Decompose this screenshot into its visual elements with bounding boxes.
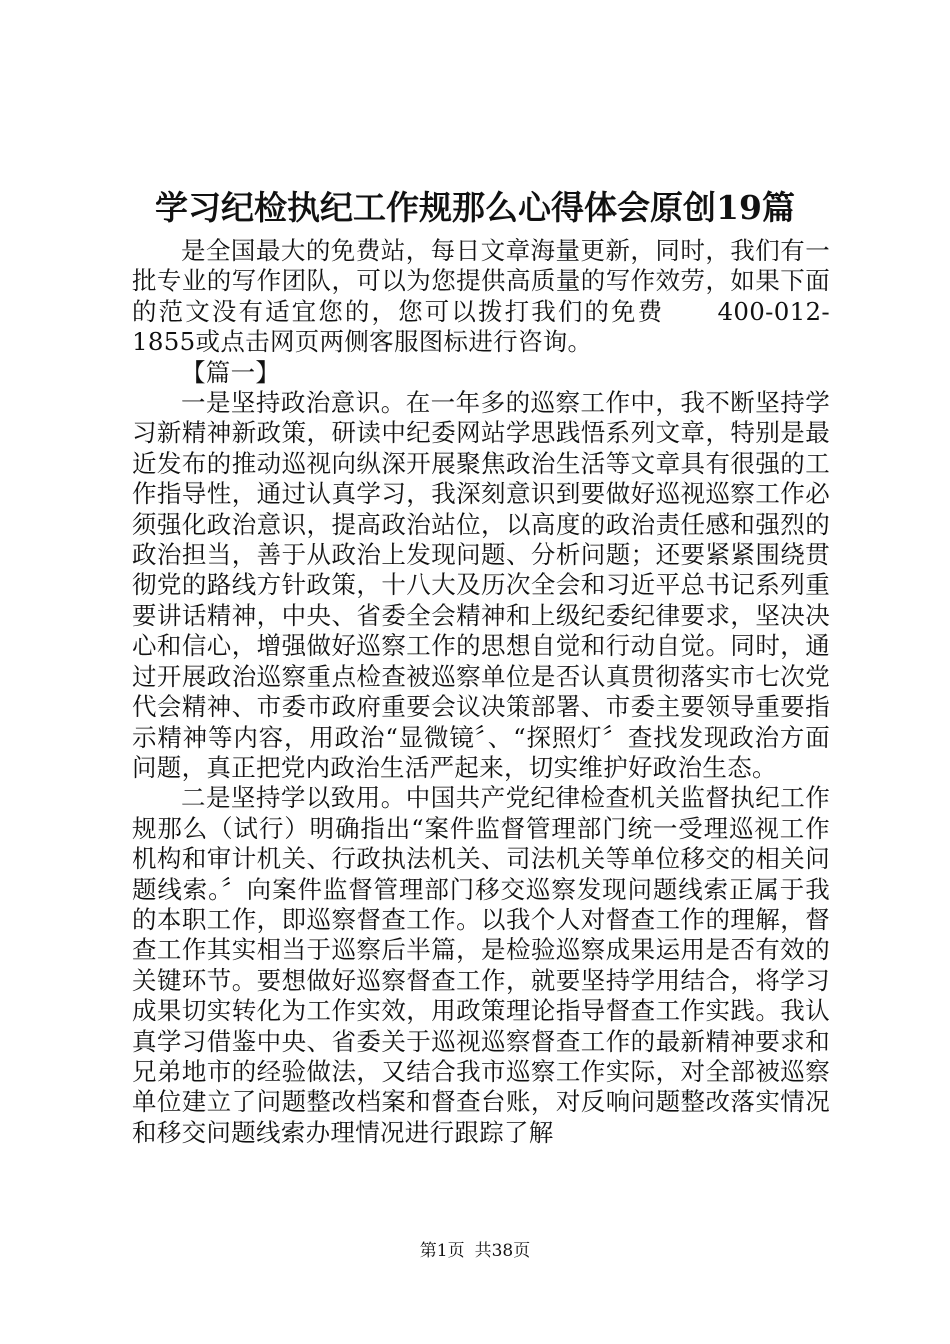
intro-paragraph: 是全国最大的免费站，每日文章海量更新，同时，我们有一批专业的写作团队，可以为您提供高质量的写作效劳，如果下面的范文没有适宜您的，您可以拨打我们的免费 400-012-1855或点击网页两侧客服图标进行咨询。 <box>132 236 830 357</box>
document-title: 学习纪检执纪工作规那么心得体会原创19篇 <box>155 188 795 227</box>
body-paragraph: 一是坚持政治意识。在一年多的巡察工作中，我不断坚持学习新精神新政策，研读中纪委网站学思践悟系列文章，特别是最近发布的推动巡视向纵深开展聚焦政治生活等文章具有很强的工作指导性，通过认真学习，我深刻意识到要做好巡视巡察工作必须强化政治意识，提高政治站位，以高度的政治责任感和强烈的政治担当，善于从政治上发现问题、分析问题；还要紧紧围绕贯彻党的路线方针政策，十八大及历次全会和习近平总书记系列重要讲话精神，中央、省委全会精神和上级纪委纪律要求，坚决决心和信心，增强做好巡察工作的思想自觉和行动自觉。同时，通过开展政治巡察重点检查被巡察单位是否认真贯彻落实市七次党代会精神、市委市政府重要会议决策部署、市委主要领导重要指示精神等内容，用政治“显微镜〞、“探照灯〞查找发现政治方面问题，真正把党内政治生活严起来，切实维护好政治生态。 <box>132 388 830 782</box>
page-number: 第1页 <box>419 1241 465 1261</box>
body-paragraph: 二是坚持学以致用。中国共产党纪律检查机关监督执纪工作规那么（试行）明确指出“案件监督管理部门统一受理巡视工作机构和审计机关、行政执法机关、司法机关等单位移交的相关问题线索。〞向案件监督管理部门移交巡察发现问题线索正属于我的本职工作，即巡察督查工作。以我个人对督查工作的理解，督查工作其实相当于巡察后半篇，是检验巡察成果运用是否有效的关键环节。要想做好巡察督查工作，就要坚持学用结合，将学习成果切实转化为工作实效，用政策理论指导督查工作实践。我认真学习借鉴中央、省委关于巡视巡察督查工作的最新精神要求和兄弟地市的经验做法，又结合我市巡察工作实际，对全部被巡察单位建立了问题整改档案和督查台账，对反响问题整改落实情况和移交问题线索办理情况进行跟踪了解 <box>132 783 830 1147</box>
page-footer <box>0 1240 950 1262</box>
document-body <box>132 236 830 1148</box>
section-heading: 【篇一】 <box>181 357 281 387</box>
page-total: 共38页 <box>474 1241 531 1261</box>
